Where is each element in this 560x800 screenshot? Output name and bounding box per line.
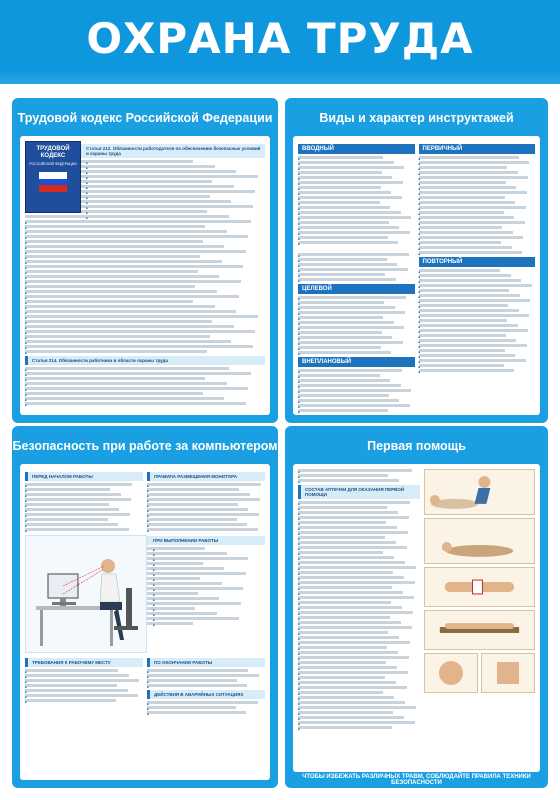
fine-print-line: [298, 171, 382, 174]
fine-print-line: [25, 518, 108, 521]
poster-title: ОХРАНА ТРУДА: [86, 13, 474, 63]
fine-print-line: [298, 278, 396, 281]
fine-print-line: [298, 161, 394, 164]
labor-code-title: Трудовой кодекс Российской Федерации: [17, 111, 273, 125]
fine-print-line: [298, 311, 405, 314]
fine-print-line: [419, 226, 503, 229]
fine-print-line: [147, 488, 239, 491]
fine-print-line: [25, 402, 246, 405]
repeated-briefing-bar: ПОВТОРНЫЙ: [419, 257, 536, 267]
fine-print-line: [298, 226, 399, 229]
fine-print-line: [25, 295, 239, 298]
fine-print-line: [298, 231, 410, 234]
fine-print-line: [419, 161, 530, 164]
fine-print-line: [298, 686, 407, 689]
fine-print-line: [25, 290, 217, 293]
fine-print-line: [298, 711, 393, 714]
fine-print-line: [298, 701, 405, 704]
article-214-text: [25, 367, 265, 405]
fine-print-line: [419, 221, 525, 224]
recovery-position-figure: [424, 518, 535, 564]
fine-print-line: [419, 176, 529, 179]
fine-print-line: [147, 508, 248, 511]
fine-print-line: [298, 601, 391, 604]
fine-print-line: [298, 541, 396, 544]
fine-print-line: [25, 684, 117, 687]
article-214-heading: Статья 214. Обязанности работника в области охраны труда: [25, 356, 265, 365]
workplace-requirements-heading: ТРЕБОВАНИЯ К РАБОЧЕМУ МЕСТУ: [25, 658, 143, 667]
fine-print-line: [25, 508, 119, 511]
fine-print-line: [298, 661, 386, 664]
fine-print-line: [25, 230, 227, 233]
fine-print-line: [25, 387, 248, 390]
fine-print-line: [298, 374, 380, 377]
fine-print-line: [298, 511, 398, 514]
fine-print-line: [419, 334, 506, 337]
fine-print-line: [298, 546, 407, 549]
fine-print-line: [298, 273, 385, 276]
fine-print-line: [25, 503, 109, 506]
fine-print-line: [419, 319, 508, 322]
fine-print-line: [25, 320, 212, 323]
fine-print-line: [298, 316, 383, 319]
fine-print-line: [298, 721, 415, 724]
fine-print-line: [298, 506, 387, 509]
fine-print-line: [298, 166, 404, 169]
fine-print-line: [298, 646, 387, 649]
fine-print-line: [25, 345, 253, 348]
fine-print-line: [147, 706, 236, 709]
fine-print-line: [419, 181, 506, 184]
primary-briefing-bar: ПЕРВИЧНЫЙ: [419, 144, 536, 154]
fine-print-line: [298, 263, 397, 266]
russian-flag-icon: [39, 172, 67, 192]
labor-code-panel: [12, 98, 278, 423]
fine-print-line: [298, 571, 393, 574]
computer-safety-panel: [12, 426, 278, 788]
fine-print-line: [298, 351, 391, 354]
fine-print-line: [419, 359, 526, 362]
fine-print-line: [25, 523, 118, 526]
fine-print-line: [419, 251, 523, 254]
resuscitation-figure: [424, 469, 535, 515]
unscheduled-briefing-bar: ВНЕПЛАНОВЫЙ: [298, 357, 415, 367]
fine-print-line: [419, 274, 511, 277]
fine-print-line: [25, 397, 224, 400]
fine-print-line: [419, 241, 502, 244]
fine-print-line: [25, 350, 207, 353]
fine-print-line: [298, 196, 402, 199]
fine-print-line: [25, 325, 234, 328]
fine-print-line: [25, 330, 255, 333]
burn-aid-figure: [424, 653, 478, 693]
fine-print-line: [147, 669, 248, 672]
fine-print-line: [298, 516, 409, 519]
fine-print-line: [419, 191, 527, 194]
briefings-right-column: [419, 141, 536, 414]
fine-print-line: [298, 586, 392, 589]
fine-print-line: [298, 306, 395, 309]
fine-print-line: [25, 392, 203, 395]
fine-print-line: [298, 236, 388, 239]
fine-print-line: [419, 369, 515, 372]
fine-print-line: [298, 616, 390, 619]
book-title: ТРУДОВОЙ КОДЕКС: [36, 146, 70, 159]
first-aid-illustrations: [424, 469, 535, 731]
fine-print-line: [25, 498, 131, 501]
emergency-heading: ДЕЙСТВИЯ В АВАРИЙНЫХ СИТУАЦИЯХ: [147, 690, 265, 699]
fine-print-line: [147, 518, 237, 521]
fine-print-line: [298, 181, 403, 184]
fine-print-line: [25, 689, 128, 692]
fine-print-line: [419, 314, 530, 317]
before-work-heading: ПЕРЕД НАЧАЛОМ РАБОТЫ: [25, 472, 143, 481]
fine-print-line: [298, 301, 384, 304]
fine-print-line: [25, 382, 227, 385]
fine-print-line: [298, 474, 388, 477]
fine-print-line: [298, 671, 408, 674]
fine-print-line: [298, 346, 381, 349]
fine-print-line: [298, 321, 394, 324]
fine-print-line: [25, 340, 231, 343]
fine-print-line: [25, 310, 236, 313]
fine-print-line: [298, 399, 399, 402]
fine-print-line: [298, 611, 413, 614]
briefings-left-column: [298, 141, 415, 414]
fine-print-line: [147, 528, 258, 531]
fine-print-line: [25, 235, 248, 238]
fine-print-line: [298, 384, 401, 387]
first-aid-title: Первая помощь: [367, 439, 466, 453]
fine-print-line: [298, 636, 399, 639]
fine-print-line: [298, 191, 391, 194]
fine-print-line: [147, 679, 237, 682]
fine-print-line: [298, 341, 403, 344]
computer-workplace-illustration: [25, 535, 147, 653]
briefings-body: [293, 136, 540, 415]
fine-print-line: [298, 469, 412, 472]
fine-print-line: [419, 304, 509, 307]
fine-print-line: [298, 521, 386, 524]
fine-print-line: [298, 641, 410, 644]
briefings-title: Виды и характер инструктажей: [319, 111, 514, 125]
fine-print-line: [298, 379, 390, 382]
fine-print-line: [419, 201, 516, 204]
fine-print-line: [298, 556, 394, 559]
fine-print-line: [298, 551, 383, 554]
labor-code-body: [20, 136, 270, 415]
fine-print-line: [419, 166, 508, 169]
fine-print-line: [25, 285, 195, 288]
fine-print-line: [25, 280, 241, 283]
fine-print-line: [25, 488, 110, 491]
briefings-panel: [285, 98, 548, 423]
fine-print-line: [298, 561, 405, 564]
fine-print-line: [298, 706, 416, 709]
fine-print-line: [298, 268, 408, 271]
fine-print-line: [25, 335, 210, 338]
fine-print-line: [25, 300, 193, 303]
fine-print-line: [147, 513, 259, 516]
fine-print-line: [147, 493, 250, 496]
article-212-heading: Статья 212. Обязанности работодателя по обеспечению безопасных условий и охраны труда: [25, 144, 265, 158]
fine-print-line: [298, 656, 409, 659]
bleeding-aid-figure: [424, 567, 535, 607]
fine-print-line: [298, 369, 402, 372]
fine-print-line: [298, 258, 387, 261]
fine-print-line: [298, 696, 394, 699]
fine-print-line: [298, 596, 414, 599]
fine-print-line: [147, 711, 246, 714]
fine-print-line: [419, 236, 524, 239]
fine-print-line: [419, 246, 512, 249]
computer-safety-title: Безопасность при работе за компьютером: [12, 439, 278, 453]
frostbite-aid-figure: [481, 653, 535, 693]
book-subtitle: РОССИЙСКОЙ ФЕДЕРАЦИИ: [29, 162, 77, 166]
fine-print-line: [298, 156, 383, 159]
fine-print-line: [298, 691, 383, 694]
fine-print-line: [419, 349, 505, 352]
fine-print-line: [25, 220, 251, 223]
fine-print-line: [298, 479, 399, 482]
after-work-heading: ПО ОКОНЧАНИИ РАБОТЫ: [147, 658, 265, 667]
first-aid-body: [293, 464, 540, 772]
fine-print-line: [298, 404, 410, 407]
fine-print-line: [147, 701, 258, 704]
fine-print-line: [298, 536, 385, 539]
fine-print-line: [298, 241, 398, 244]
fine-print-line: [298, 176, 392, 179]
introductory-note: [298, 246, 415, 251]
fine-print-line: [419, 289, 510, 292]
fine-print-line: [419, 364, 504, 367]
fine-print-line: [419, 324, 518, 327]
fine-print-line: [298, 211, 401, 214]
fine-print-line: [147, 523, 247, 526]
during-work-heading: ПРИ ВЫПОЛНЕНИИ РАБОТЫ: [25, 536, 265, 545]
fine-print-line: [298, 626, 412, 629]
fine-print-line: [147, 498, 260, 501]
fine-print-line: [298, 409, 388, 412]
article-212-text-cont: [25, 220, 265, 353]
fine-print-line: [25, 699, 116, 702]
first-aid-footer: ЧТОБЫ ИЗБЕЖАТЬ РАЗЛИЧНЫХ ТРАВМ, СОБЛЮДАЙТЕ ПРАВИЛА ТЕХНИКИ БЕЗОПАСНОСТИ: [302, 774, 531, 786]
fine-print-line: [25, 225, 205, 228]
fine-print-line: [298, 566, 416, 569]
fine-print-line: [298, 326, 404, 329]
computer-safety-body: [20, 464, 270, 780]
fine-print-line: [419, 354, 516, 357]
fine-print-line: [25, 305, 215, 308]
fine-print-line: [298, 394, 389, 397]
fine-print-line: [25, 669, 118, 672]
fine-print-line: [25, 513, 130, 516]
fine-print-line: [419, 206, 526, 209]
fine-print-line: [25, 255, 200, 258]
fine-print-line: [419, 339, 517, 342]
fine-print-line: [147, 674, 259, 677]
fine-print-line: [298, 666, 397, 669]
fine-print-line: [419, 171, 518, 174]
fine-print-line: [298, 186, 381, 189]
fine-print-line: [147, 684, 247, 687]
fine-print-line: [298, 726, 392, 729]
fine-print-line: [298, 621, 401, 624]
targeted-briefing-bar: ЦЕЛЕВОЙ: [298, 284, 415, 294]
fine-print-line: [298, 201, 380, 204]
fine-print-line: [25, 270, 198, 273]
fine-print-line: [419, 269, 501, 272]
fine-print-line: [298, 331, 382, 334]
fine-print-line: [25, 275, 219, 278]
monitor-rules-heading: ПРАВИЛА РАЗМЕЩЕНИЯ МОНИТОРА: [147, 472, 265, 481]
title-band: [0, 0, 560, 84]
fine-print-line: [298, 676, 385, 679]
fine-print-line: [25, 674, 129, 677]
fine-print-line: [298, 651, 398, 654]
fine-print-line: [298, 526, 397, 529]
fine-print-line: [298, 389, 411, 392]
first-aid-panel: [285, 426, 548, 788]
fine-print-line: [25, 250, 246, 253]
fine-print-line: [147, 483, 261, 486]
fine-print-line: [419, 216, 515, 219]
fine-print-line: [419, 196, 505, 199]
fine-print-line: [25, 245, 224, 248]
fine-print-line: [25, 694, 138, 697]
fine-print-line: [298, 221, 389, 224]
fine-print-line: [419, 299, 531, 302]
fine-print-line: [298, 606, 402, 609]
fine-print-line: [298, 681, 396, 684]
fine-print-line: [419, 294, 520, 297]
fine-print-line: [25, 240, 203, 243]
fine-print-line: [298, 336, 392, 339]
fine-print-line: [298, 631, 388, 634]
fine-print-line: [147, 503, 238, 506]
fine-print-line: [25, 367, 229, 370]
first-aid-kit-heading: СОСТАВ АПТЕЧКИ ДЛЯ ОКАЗАНИЯ ПЕРВОЙ ПОМОЩИ: [298, 485, 420, 499]
labor-code-book-image: [25, 141, 81, 213]
fine-print-line: [419, 186, 517, 189]
fine-print-line: [298, 296, 406, 299]
fine-print-line: [298, 253, 409, 256]
fine-print-line: [419, 231, 513, 234]
fine-print-line: [25, 483, 132, 486]
fine-print-line: [25, 372, 251, 375]
fine-print-line: [419, 344, 527, 347]
fine-print-line: [419, 279, 522, 282]
fine-print-line: [25, 265, 243, 268]
fine-print-line: [298, 206, 390, 209]
fine-print-line: [419, 284, 532, 287]
fracture-aid-figure: [424, 610, 535, 650]
fine-print-line: [419, 156, 519, 159]
fine-print-line: [298, 501, 410, 504]
fine-print-line: [25, 493, 121, 496]
fine-print-line: [25, 260, 222, 263]
fine-print-line: [419, 211, 504, 214]
fine-print-line: [25, 315, 258, 318]
fine-print-line: [419, 329, 529, 332]
fine-print-line: [298, 591, 403, 594]
introductory-briefing-bar: ВВОДНЫЙ: [298, 144, 415, 154]
fine-print-line: [25, 528, 129, 531]
fine-print-line: [298, 581, 415, 584]
fine-print-line: [298, 531, 408, 534]
fine-print-line: [298, 216, 411, 219]
fine-print-line: [25, 215, 229, 218]
fine-print-line: [298, 716, 404, 719]
fine-print-line: [419, 309, 519, 312]
fine-print-line: [298, 576, 404, 579]
fine-print-line: [25, 679, 139, 682]
fine-print-line: [25, 377, 205, 380]
